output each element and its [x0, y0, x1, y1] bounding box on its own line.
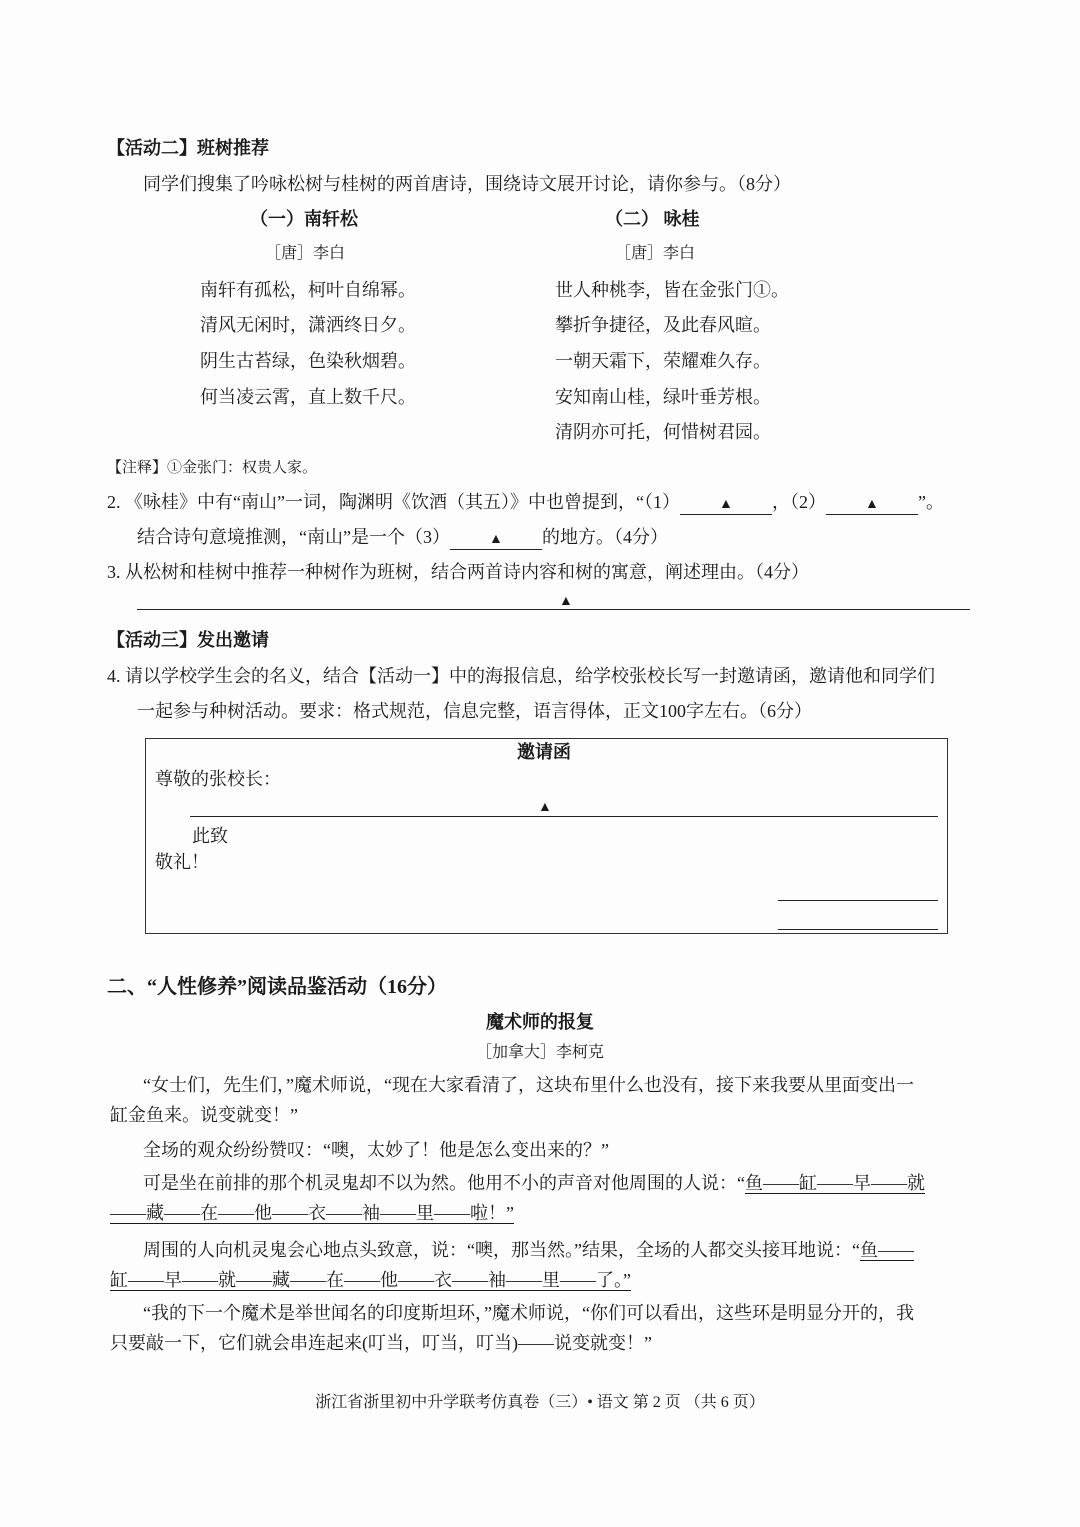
story-paragraph: 全场的观众纷纷赞叹：“噢，太妙了！他是怎么变出来的？” [143, 1140, 609, 1160]
poem1-line: 何当凌云霄，直上数千尺。 [200, 387, 416, 407]
question-2-line1 [107, 491, 944, 515]
answer-blank-3[interactable] [450, 528, 542, 550]
poem2-line: 一朝天霜下，荣耀难久存。 [555, 351, 771, 371]
signature-line[interactable] [778, 900, 938, 901]
poem1-line: 阴生古苔绿，色染秋烟碧。 [200, 351, 416, 371]
annotation-note: 【注释】①金张门：权贵人家。 [107, 460, 318, 476]
question-2-line2 [137, 526, 668, 550]
poem1-author: ［唐］李白 [265, 245, 346, 262]
poem2-author: ［唐］李白 [615, 245, 696, 262]
poem2-line: 世人种桃李，皆在金张门①。 [555, 280, 789, 300]
q2-text: 2. 《咏桂》中有“南山”一词，陶渊明《饮酒（其五）》中也曾提到，“（1） [107, 492, 680, 512]
triangle-mark-icon: ▲ [489, 532, 503, 547]
underlined-text: 鱼—— [859, 1240, 914, 1260]
story-paragraph: “我的下一个魔术是举世闻名的印度斯坦环，”魔术师说，“你们可以看出，这些环是明显分开的，我 [143, 1303, 914, 1323]
story-title: 魔术师的报复 [486, 1012, 594, 1032]
poem2-title: （二） 咏桂 [605, 209, 700, 229]
date-line[interactable] [778, 929, 938, 930]
q2-text: ”。 [917, 492, 944, 512]
story-paragraph [143, 1172, 925, 1194]
q2-text: 的地方。（4分） [541, 527, 668, 547]
poem2-line: 清阴亦可托，何惜树君园。 [555, 422, 771, 442]
poem1-line: 南轩有孤松，柯叶自绵幂。 [200, 280, 416, 300]
text: 周围的人向机灵鬼会心地点头致意，说：“噢，那当然。”结果，全场的人都交头接耳地说：“ [143, 1240, 860, 1260]
story-paragraph: 只要敲一下，它们就会串连起来(叮当，叮当，叮当)——说变就变！” [110, 1333, 652, 1353]
triangle-mark-icon: ▲ [719, 497, 733, 512]
text: 可是坐在前排的那个机灵鬼却不以为然。他用不小的声音对他周围的人说：“ [143, 1173, 745, 1193]
triangle-mark-icon: ▲ [538, 800, 552, 815]
underlined-text: 鱼——缸——早——就 [745, 1173, 925, 1193]
poem1-line: 清风无闲时，潇洒终日夕。 [200, 315, 416, 335]
answer-blank-2[interactable] [826, 493, 918, 515]
page-footer: 浙江省浙里初中升学联考仿真卷（三）• 语文 第 2 页 （共 6 页） [315, 1394, 765, 1411]
q2-text: 结合诗句意境推测，“南山”是一个（3） [137, 527, 450, 547]
poem2-line: 安知南山桂，绿叶垂芳根。 [555, 387, 771, 407]
invitation-closing2: 敬礼！ [155, 852, 209, 872]
story-author: ［加拿大］李柯克 [475, 1044, 604, 1061]
story-paragraph [143, 1239, 914, 1261]
invitation-title: 邀请函 [517, 742, 571, 762]
activity2-heading: 【活动二】班树推荐 [107, 138, 269, 158]
triangle-mark-icon: ▲ [865, 497, 879, 512]
poem2-line: 攀折争捷径，及此春风暄。 [555, 315, 771, 335]
question-3: 3. 从松树和桂树中推荐一种树作为班树，结合两首诗内容和树的寓意，阐述理由。（4分） [107, 562, 809, 582]
question-4-line2: 一起参与种树活动。要求：格式规范，信息完整，语言得体，正文100字左右。（6分） [137, 701, 812, 721]
invitation-closing1: 此致 [192, 826, 228, 846]
section2-heading: 二、“人性修养”阅读品鉴活动（16分） [107, 976, 447, 998]
activity2-intro: 同学们搜集了吟咏松树与桂树的两首唐诗，围绕诗文展开讨论，请你参与。（8分） [143, 174, 791, 194]
answer-line-q3[interactable] [137, 609, 970, 610]
triangle-mark-icon: ▲ [559, 594, 573, 609]
story-paragraph: “女士们，先生们，”魔术师说，“现在大家看清了，这块布里什么也没有，接下来我要从里面变出一 [143, 1075, 914, 1095]
activity3-heading: 【活动三】发出邀请 [107, 630, 269, 650]
poem1-title: （一）南轩松 [250, 209, 358, 229]
question-4-line1: 4. 请以学校学生会的名义，结合【活动一】中的海报信息，给学校张校长写一封邀请函，邀请他和同学们 [107, 666, 935, 686]
underlined-text: 缸——早——就——藏——在——他——衣——袖——里——了。” [110, 1270, 631, 1290]
story-paragraph: 缸金鱼来。说变就变！” [110, 1105, 298, 1125]
invitation-body-line[interactable] [190, 816, 938, 817]
answer-blank-1[interactable] [680, 493, 772, 515]
q2-text: ，（2） [771, 492, 826, 512]
invitation-salutation: 尊敬的张校长： [155, 769, 281, 789]
underlined-text: ——藏——在——他——衣——袖——里——啦！” [110, 1203, 514, 1223]
